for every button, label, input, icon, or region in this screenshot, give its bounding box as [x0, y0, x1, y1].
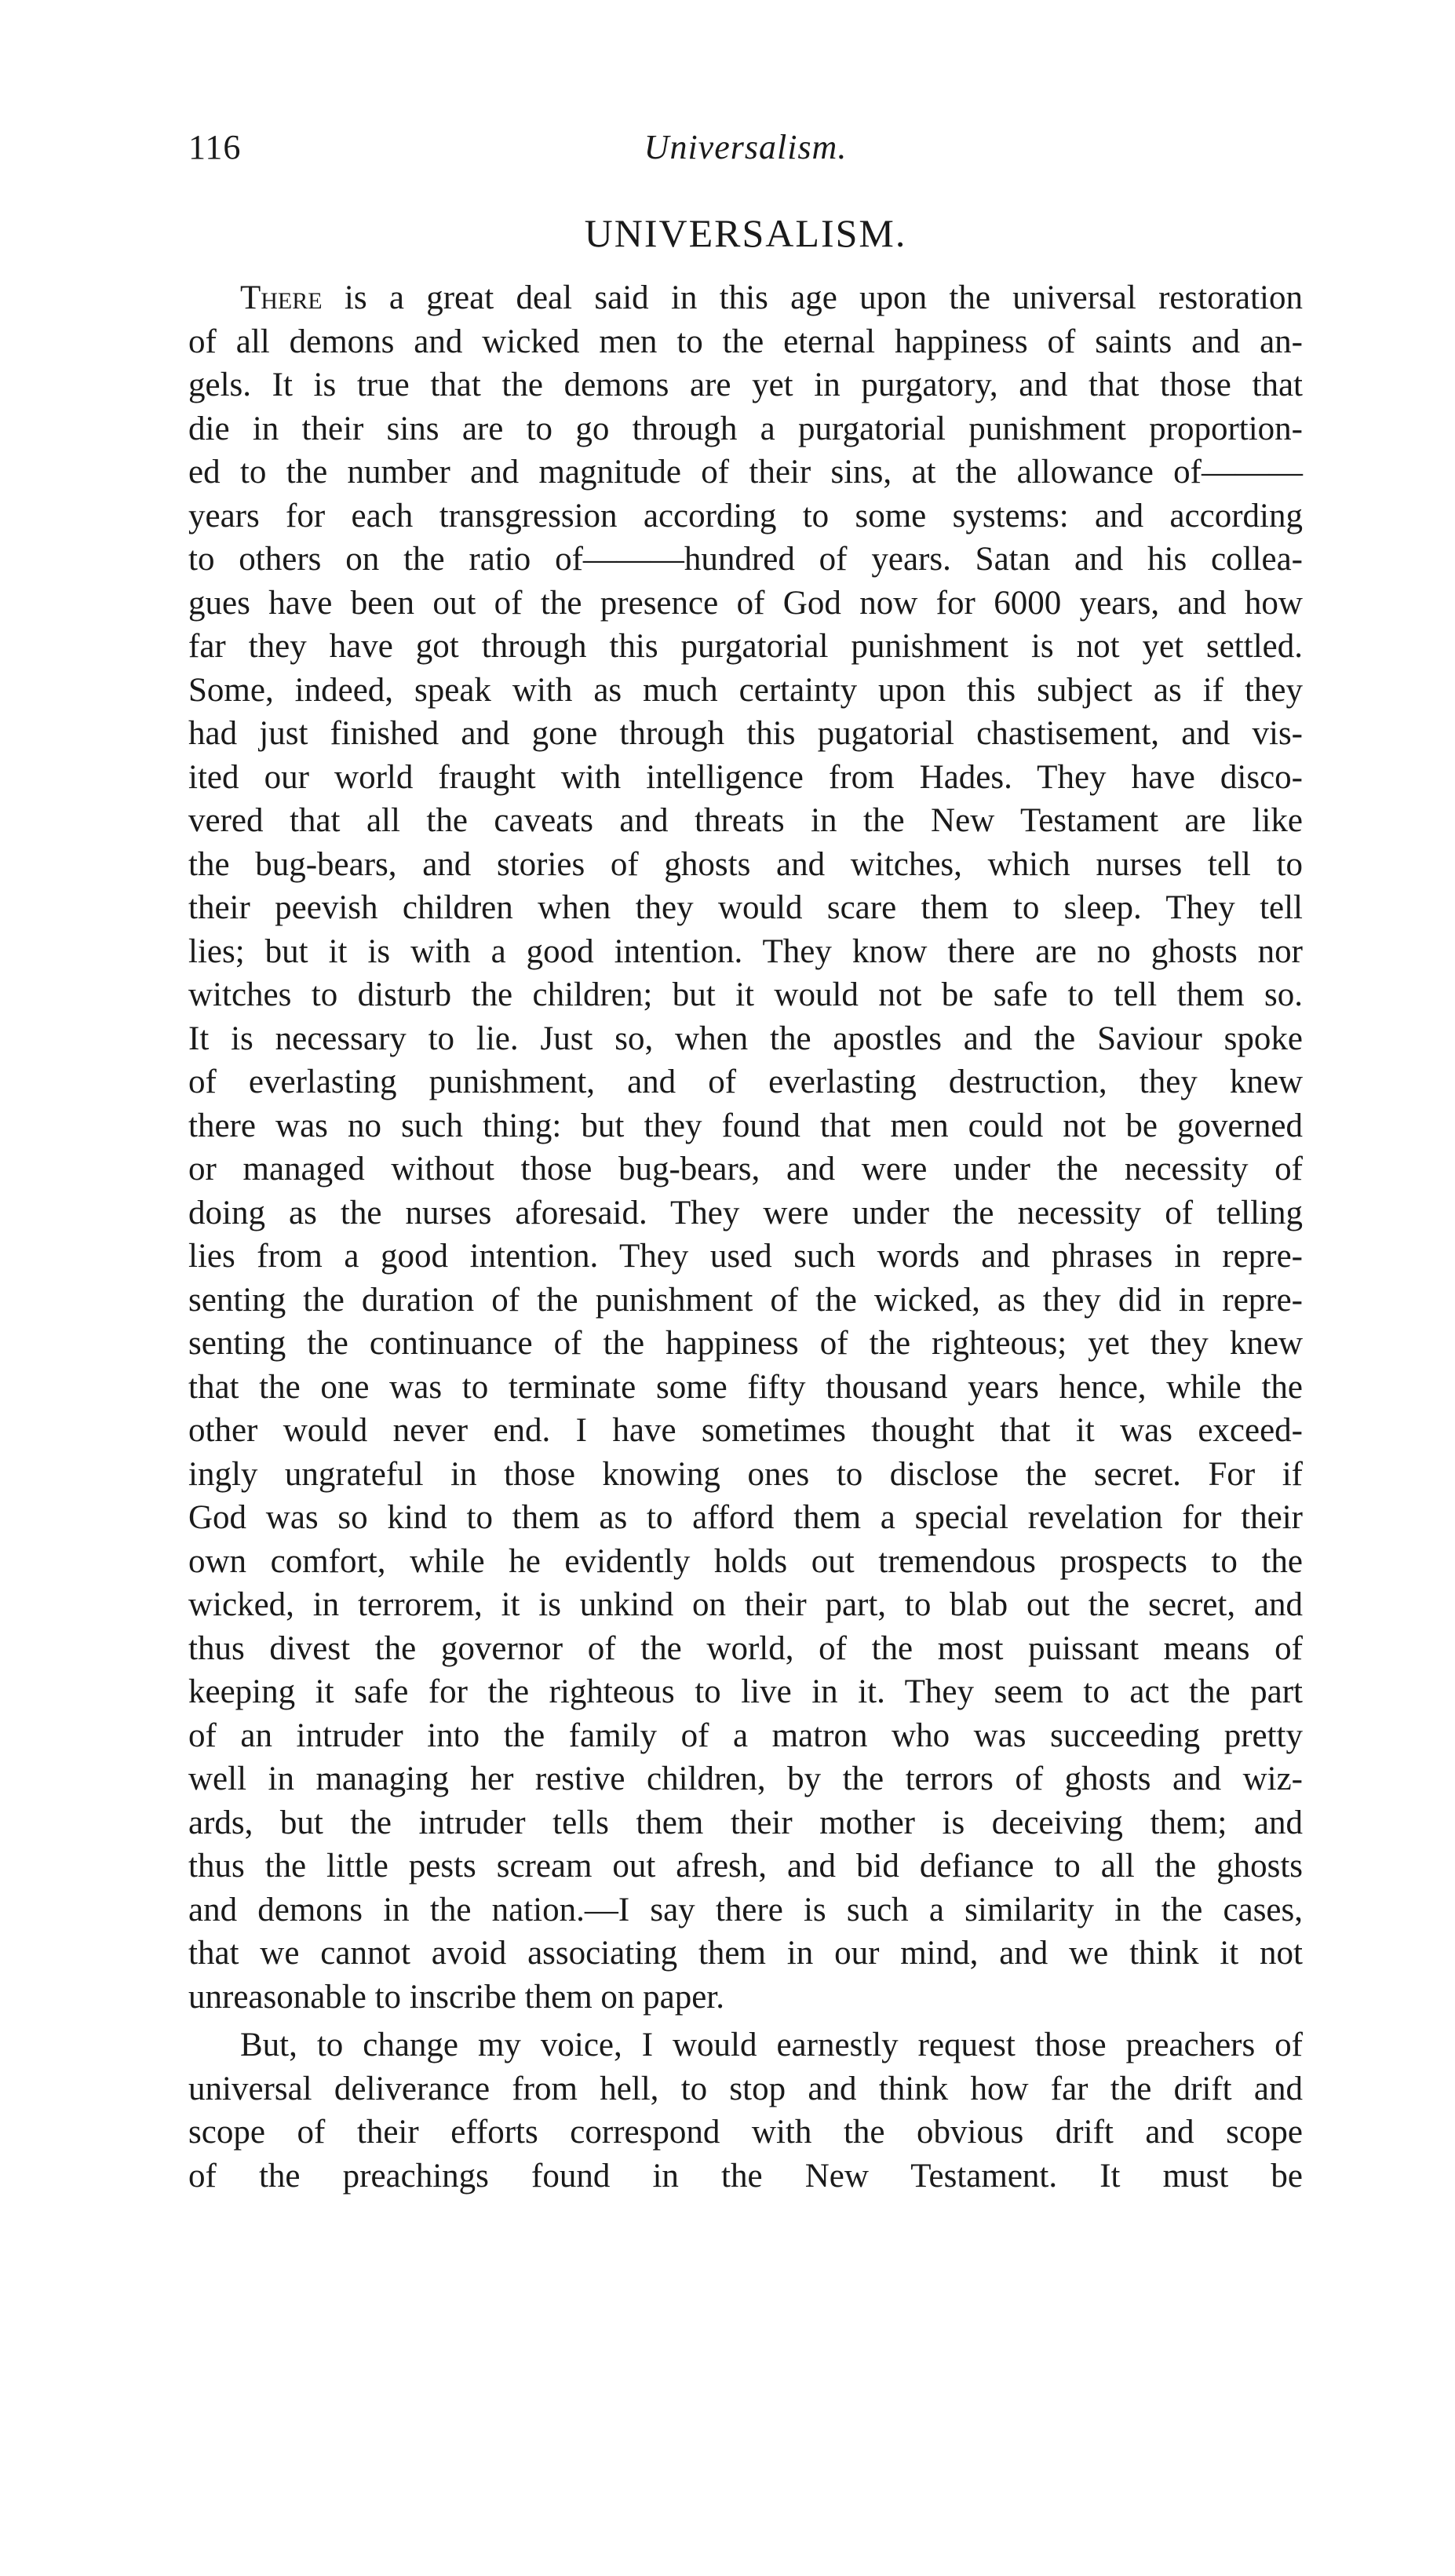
text-line: thus divest the governor of the world, of the most puissant means of — [188, 1629, 1303, 1667]
text-line: thus the little pests scream out afresh, and bid defiance to all the ghosts — [188, 1848, 1303, 1885]
paragraph-1 — [188, 276, 1303, 2019]
text-line: But, to change my voice, I would earnestly request those preachers of — [240, 2027, 1303, 2063]
text-line: ards, but the intruder tells them their mother is deceiving them; and — [188, 1804, 1303, 1841]
text-line: ed to the number and magnitude of their sins, at the allowance of——— — [188, 454, 1303, 491]
running-header — [188, 127, 1303, 174]
text-line: doing as the nurses aforesaid. They were under the necessity of telling — [188, 1194, 1303, 1231]
text-line: God was so kind to them as to afford them a special revelation for their — [188, 1499, 1303, 1536]
page-number: 116 — [188, 128, 242, 166]
text-line: well in managing her restive children, by the terrors of ghosts and wiz- — [188, 1761, 1303, 1797]
text-line: wicked, in terrorem, it is unkind on their part, to blab out the secret, and — [188, 1586, 1303, 1623]
text-line: that the one was to terminate some fifty thousand years hence, while the — [188, 1368, 1303, 1406]
text-line: ingly ungrateful in those knowing ones to disclose the secret. For if — [188, 1455, 1303, 1493]
text-line: scope of their efforts correspond with the obvious drift and scope — [188, 2114, 1303, 2151]
text-line: ited our world fraught with intelligence from Hades. They have disco- — [188, 758, 1303, 796]
text-line: that we cannot avoid associating them in our mind, and we think it not — [188, 1935, 1303, 1972]
text-line: unreasonable to inscribe them on paper. — [188, 1978, 725, 2016]
text-line: senting the continuance of the happiness of the righteous; yet they knew — [188, 1325, 1303, 1362]
text-line: other would never end. I have sometimes thought that it was exceed- — [188, 1412, 1303, 1449]
text-line: years for each transgression according to some systems: and according — [188, 497, 1303, 535]
text-line: lies from a good intention. They used such words and phrases in repre- — [188, 1238, 1303, 1275]
text-line: far they have got through this purgatorial punishment is not yet settled. — [188, 628, 1303, 665]
text-line: of the preachings found in the New Testament. It must be — [188, 2157, 1303, 2195]
text-line: had just finished and gone through this pugatorial chastisement, and vis- — [188, 715, 1303, 752]
drop-word: There — [240, 279, 323, 316]
text-line: lies; but it is with a good intention. They know there are no ghosts nor — [188, 932, 1303, 970]
text-line: witches to disturb the children; but it would not be safe to tell them so. — [188, 976, 1303, 1013]
text-line: of an intruder into the family of a matron who was succeeding pretty — [188, 1717, 1303, 1754]
text-line: there was no such thing: but they found that men could not be governed — [188, 1107, 1303, 1144]
text-line: or managed without those bug-bears, and were under the necessity of — [188, 1151, 1303, 1188]
text-line: senting the duration of the punishment of the wicked, as they did in repre- — [188, 1281, 1303, 1319]
text-line: to others on the ratio of———hundred of years. Satan and his collea- — [188, 541, 1303, 578]
paragraph-2 — [188, 2023, 1303, 2198]
chapter-title: UNIVERSALISM. — [584, 211, 907, 255]
text-line: of all demons and wicked men to the eternal happiness of saints and an- — [188, 323, 1303, 360]
text-line: of everlasting punishment, and of everlasting destruction, they knew — [188, 1064, 1303, 1100]
text-line: gues have been out of the presence of God now for 6000 years, and how — [188, 584, 1303, 622]
text-line: their peevish children when they would scare them to sleep. They tell — [188, 889, 1303, 926]
text-line: There is a great deal said in this age upon the universal restoration — [240, 279, 1303, 316]
text-line: vered that all the caveats and threats in the New Testament are like — [188, 802, 1303, 839]
text-line: keeping it safe for the righteous to live in it. They seem to act the part — [188, 1673, 1303, 1710]
running-title: Universalism. — [644, 128, 848, 166]
text-line: own comfort, while he evidently holds out tremendous prospects to the — [188, 1542, 1303, 1580]
text-line: the bug-bears, and stories of ghosts and witches, which nurses tell to — [188, 845, 1303, 883]
body-text — [188, 276, 1303, 2198]
text-line: die in their sins are to go through a purgatorial punishment proportion- — [188, 410, 1303, 447]
text-line: and demons in the nation.—I say there is such a similarity in the cases, — [188, 1891, 1303, 1928]
text-line: gels. It is true that the demons are yet in purgatory, and that those that — [188, 367, 1303, 403]
text-line: universal deliverance from hell, to stop and think how far the drift and — [188, 2070, 1303, 2107]
text-line: Some, indeed, speak with as much certainty upon this subject as if they — [188, 671, 1303, 709]
text-line: It is necessary to lie. Just so, when the apostles and the Saviour spoke — [188, 1020, 1303, 1057]
